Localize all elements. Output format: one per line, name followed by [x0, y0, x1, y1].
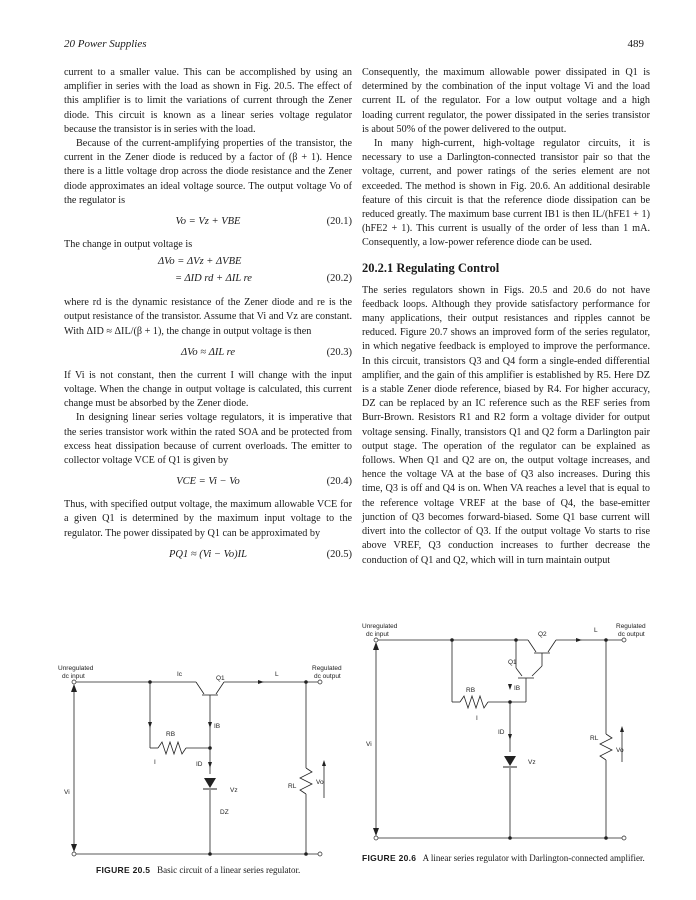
equation-number: (20.1)	[326, 216, 352, 228]
label-vz: Vz	[230, 787, 238, 794]
paragraph: The change in output voltage is	[64, 239, 193, 251]
equation-line: = ΔID rd + ΔIL re	[175, 273, 252, 285]
equation-20-4	[64, 472, 352, 494]
zener-diode-symbol	[204, 778, 216, 788]
caption-text: Basic circuit of a linear series regulator.	[157, 865, 301, 875]
label-rl: RL	[590, 735, 599, 742]
right-column	[362, 66, 650, 568]
caption-text: A linear series regulator with Darlington-connected amplifier.	[422, 853, 645, 863]
label-rb: RB	[166, 731, 176, 738]
label-q1: Q1	[216, 675, 225, 682]
paragraph: In designing linear series voltage regulators, it is imperative that the series transistor work within the rated SOA and be protected from excess heat dissipation because of current overloads. The emitter to collector voltage VCE of Q1 is given by	[64, 412, 352, 467]
label-vo: Vo	[616, 747, 624, 754]
equation-text: Vo = Vz + VBE	[175, 216, 241, 228]
label-regulated: Regulated	[312, 665, 342, 672]
label-regulated: Regulated	[616, 623, 646, 630]
circuit-diagram	[58, 662, 348, 862]
label-l: L	[594, 627, 598, 634]
paragraph: Because of the current-amplifying properties of the transistor, the current in the Zener diode is reduced by a factor of (β + 1). Hence there is a little voltage drop across the diode resistance and the Zener diode approximates an ideal voltage source. The output voltage Vo of the regulator is	[64, 138, 352, 206]
caption-label: FIGURE 20.5	[96, 865, 151, 875]
label-id: ID	[196, 761, 203, 768]
paragraph: If Vi is not constant, then the current I will change with the input voltage. When the change in output voltage is calculated, this current change must be absorbed by the Zener diode.	[64, 369, 352, 410]
label-dc-output: dc output	[314, 673, 341, 680]
figure-caption	[362, 852, 652, 864]
label-l: L	[275, 671, 279, 678]
label-vz: Vz	[528, 759, 536, 766]
label-vo: Vo	[316, 779, 324, 786]
label-ib: IB	[214, 723, 221, 730]
paragraph: Thus, with specified output voltage, the maximum allowable VCE for a given Q1 is determined by the maximum input voltage to the regulator. The power dissipated by Q1 can be approximated by	[64, 499, 352, 539]
label-rb: RB	[466, 687, 476, 694]
label-ic: Ic	[177, 671, 183, 678]
figure-20-6-circuit	[360, 622, 650, 862]
equation-line: ΔVo = ΔVz + ΔVBE	[158, 256, 242, 268]
circuit-diagram	[360, 622, 650, 852]
label-dc-output: dc output	[618, 631, 645, 638]
paragraph: In many high-current, high-voltage regulator circuits, it is necessary to use a Darlington-connected transistor pair so that the voltage, current, and power ratings of the series element are not exceeded. The method is shown in Fig. 20.6. An additional desirable feature of this circuit is that the reference diode dissipation can be reduced greatly. The maximum base current IB1 is then IL/(hFE1 + 1)(hFE2 + 1). This current is usually of the order of less than 1 mA. Consequently, a low-power reference diode can be used.	[362, 138, 650, 249]
label-vi: Vi	[366, 741, 372, 748]
equation-text: VCE = Vi − Vo	[176, 476, 240, 488]
label-i: I	[476, 715, 478, 722]
label-dz: DZ	[220, 809, 229, 816]
label-unregulated: Unregulated	[58, 665, 94, 672]
equation-number: (20.4)	[326, 476, 352, 488]
section-heading: 20.2.1 Regulating Control	[362, 260, 500, 275]
equation-number: (20.3)	[326, 346, 352, 358]
label-rl: RL	[288, 783, 297, 790]
running-header-chapter: 20 Power Supplies	[64, 38, 147, 50]
figure-20-5-circuit	[58, 662, 348, 874]
zener-diode-symbol	[504, 756, 516, 766]
equation-number: (20.2)	[326, 273, 352, 285]
paragraph: Consequently, the maximum allowable power dissipated in Q1 is determined by the combination of the input voltage Vi and the load current IL of the regulator. For a low output voltage and a high loading current regulator, the power dissipated in the series transistor is about 50% of the power delivered to the output.	[362, 67, 650, 135]
label-q1: Q1	[508, 659, 517, 666]
label-vi: Vi	[64, 789, 70, 796]
page-number: 489	[627, 38, 644, 50]
left-column	[64, 66, 352, 571]
label-ib: IB	[514, 685, 521, 692]
paragraph: The series regulators shown in Figs. 20.5 and 20.6 do not have feedback loops. Although they provide satisfactory performance for many applications, their output resistances and ripples cannot be reduced. Figure 20.7 shows an improved form of the series regulator, in which negative feedback is employed to improve the performance. In this circuit, transistors Q3 and Q4 form a single-ended differential amplifier, and the gain of this amplifier is established by R5. Here DZ is a stable Zener diode reference, biased by R4. For higher accuracy, DZ can be replaced by an IC reference such as the REF series from Burr-Brown. Resistors R1 and R2 form a voltage divider for output voltage sensing. Finally, transistors Q1 and Q2 form a Darlington pair output stage. The operation of the regulator can be explained as follows. When Q1 and Q2 are on, the output voltage increases, and hence the voltage VA at the base of Q3 also increases. During this time, Q3 is off and Q4 is on. When VA reaches a level that is equal to the reference voltage VREF at the base of Q4, the base-emitter junction of Q3 becomes forward-biased. Some Q1 base current will divert into the collector of Q3. If the output voltage Vo starts to rise above VREF, Q3 conduction increases to further decrease the conduction of Q1 and Q2, which will in turn maintain output	[362, 284, 650, 566]
equation-20-2	[64, 256, 352, 292]
caption-label: FIGURE 20.6	[362, 853, 417, 863]
label-i: I	[154, 759, 156, 766]
equation-text: PQ1 ≈ (Vi − Vo)IL	[169, 548, 247, 560]
paragraph: where rd is the dynamic resistance of the Zener diode and re is the output resistance of the transistor. Assume that Vi and Vz are constant. With ΔID ≈ ΔIL/(β + 1), the change in output voltage is then	[64, 297, 352, 337]
label-dc-input: dc input	[62, 673, 85, 680]
label-unregulated: Unregulated	[362, 623, 398, 630]
equation-number: (20.5)	[326, 548, 352, 560]
equation-20-3	[64, 343, 352, 365]
equation-text: ΔVo ≈ ΔIL re	[181, 346, 235, 358]
label-q2: Q2	[538, 631, 547, 638]
equation-20-1	[64, 212, 352, 234]
figure-caption	[96, 864, 356, 876]
equation-20-5	[64, 545, 352, 567]
paragraph: current to a smaller value. This can be accomplished by using an amplifier in series with the load as shown in Fig. 20.5. The effect of this amplifier is to limit the variations of current through the Zener diode. This circuit is known as a linear series voltage regulator because the transistor is in series with the load.	[64, 67, 352, 135]
label-id: ID	[498, 729, 505, 736]
label-dc-input: dc input	[366, 631, 389, 638]
